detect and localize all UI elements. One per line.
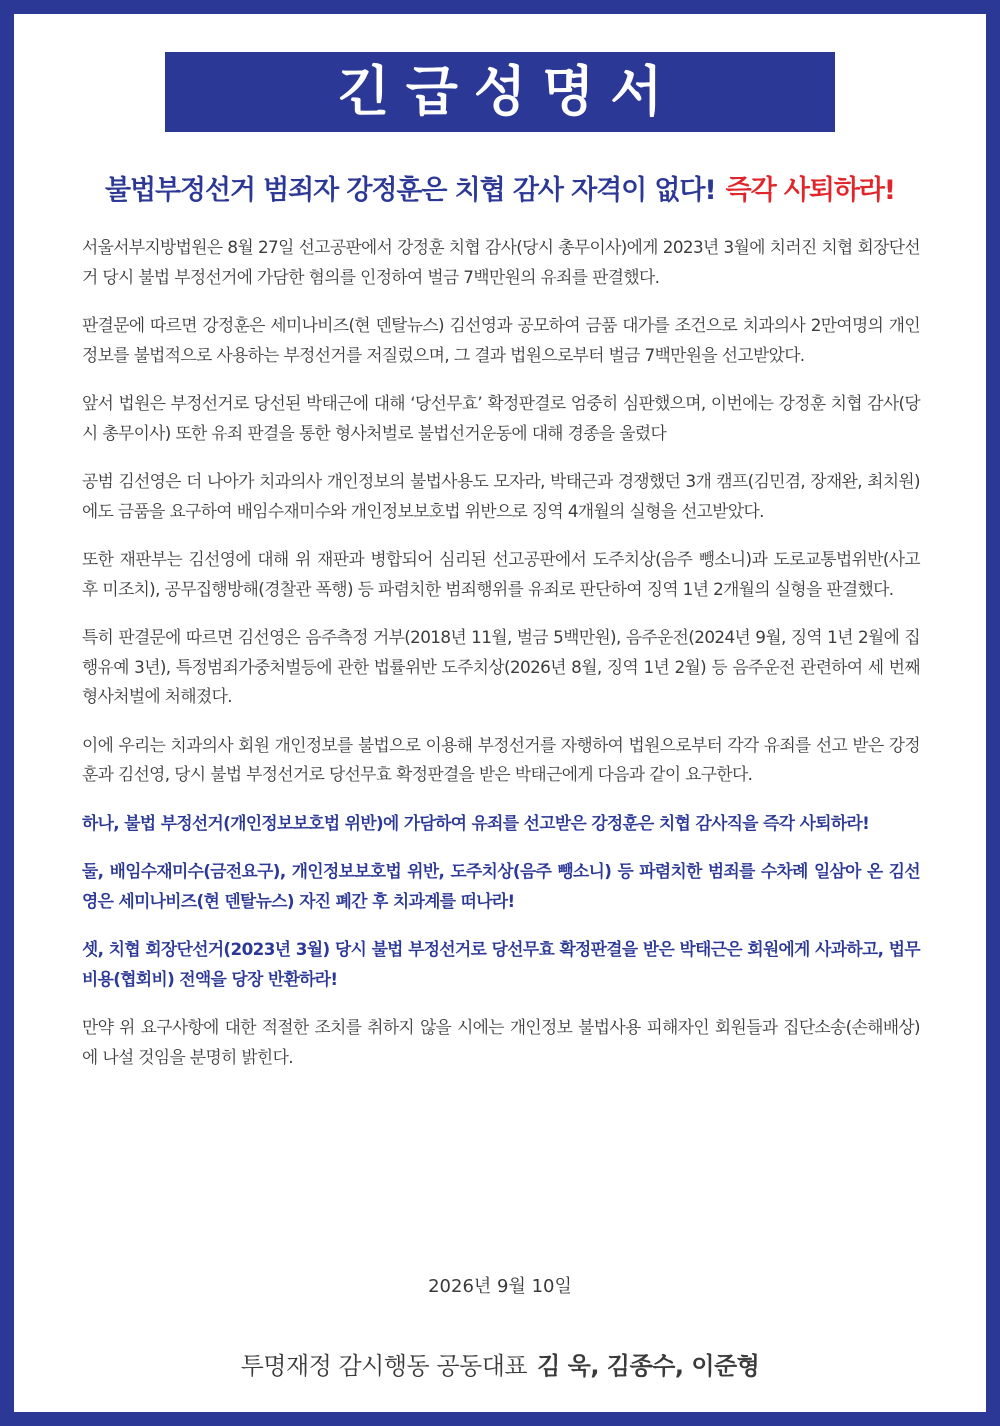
demand-two: 둘, 배임수재미수(금전요구), 개인정보보호법 위반, 도주치상(음주 뺑소니) 등 파렴치한 범죄를 수차례 일삼아 온 김선영은 세미나비즈(현 덴탈뉴스) 자진 폐간 후 치과계를 떠나라! bbox=[82, 861, 920, 911]
closing-paragraph: 만약 위 요구사항에 대한 적절한 조치를 취하지 않을 시에는 개인정보 불법사용 피해자인 회원들과 집단소송(손해배상)에 나설 것임을 분명히 밝힌다. bbox=[82, 1017, 920, 1067]
statement-body bbox=[82, 233, 920, 1091]
paragraph: 앞서 법원은 부정선거로 당선된 박태근에 대해 ‘당선무효’ 확정판결로 엄중히 심판했으며, 이번에는 강정훈 치협 감사(당시 총무이사) 또한 유죄 판결을 통한 형사처벌로 불법선거운동에 대해 경종을 울렸다 bbox=[82, 393, 920, 443]
signature bbox=[0, 1346, 1000, 1381]
subtitle bbox=[0, 168, 1000, 207]
paragraph: 서울서부지방법원은 8월 27일 선고공판에서 강정훈 치협 감사(당시 총무이사)에게 2023년 3월에 치러진 치협 회장단선거 당시 불법 부정선거에 가담한 혐의를 인정하여 벌금 7백만원의 유죄를 판결했다. bbox=[82, 237, 920, 287]
subtitle-emphasis: 즉각 사퇴하라! bbox=[725, 175, 896, 206]
page-title: 긴급성명서 bbox=[337, 60, 679, 123]
paragraph: 또한 재판부는 김선영에 대해 위 재판과 병합되어 심리된 선고공판에서 도주치상(음주 뺑소니)과 도로교통법위반(사고 후 미조치), 공무집행방해(경찰관 폭행) 등 파렴치한 범죄행위를 유죄로 판단하여 징역 1년 2개월의 실형을 판결했다. bbox=[82, 549, 920, 599]
paragraph: 특히 판결문에 따르면 김선영은 음주측정 거부(2018년 11월, 벌금 5백만원), 음주운전(2024년 9월, 징역 1년 2월에 집행유예 3년), 특정범죄가중처벌등에 관한 법률위반 도주치상(2026년 8월, 징역 1년 2월) 등 음주운전 관련하여 세 번째 형사처벌에 처해졌다. bbox=[82, 627, 920, 706]
paragraph: 판결문에 따르면 강정훈은 세미나비즈(현 덴탈뉴스) 김선영과 공모하여 금품 대가를 조건으로 치과의사 2만여명의 개인정보를 불법적으로 사용하는 부정선거를 저질렀으며, 그 결과 법원으로부터 벌금 7백만원을 선고받았다. bbox=[82, 315, 920, 365]
demand-three: 셋, 치협 회장단선거(2023년 3월) 당시 불법 부정선거로 당선무효 확정판결을 받은 박태근은 회원에게 사과하고, 법무비용(협회비) 전액을 당장 반환하라! bbox=[82, 939, 920, 989]
signature-names: 김 욱, 김종수, 이준형 bbox=[537, 1352, 760, 1380]
paragraph: 공범 김선영은 더 나아가 치과의사 개인정보의 불법사용도 모자라, 박태근과 경쟁했던 3개 캠프(김민겸, 장재완, 최치원)에도 금품을 요구하여 배임수재미수와 개인정보보호법 위반으로 징역 4개월의 실형을 선고받았다. bbox=[82, 471, 920, 521]
title-banner bbox=[165, 52, 835, 132]
statement-date: 2026년 9월 10일 bbox=[428, 1276, 572, 1297]
signature-org: 투명재정 감시행동 공동대표 bbox=[240, 1352, 528, 1380]
paragraph: 이에 우리는 치과의사 회원 개인정보를 불법으로 이용해 부정선거를 자행하여 법원으로부터 각각 유죄를 선고 받은 강정훈과 김선영, 당시 불법 부정선거로 당선무효 확정판결을 받은 박태근에게 다음과 같이 요구한다. bbox=[82, 734, 920, 784]
demand-one: 하나, 불법 부정선거(개인정보보호법 위반)에 가담하여 유죄를 선고받은 강정훈은 치협 감사직을 즉각 사퇴하라! bbox=[82, 812, 870, 833]
subtitle-main: 불법부정선거 범죄자 강정훈은 치협 감사 자격이 없다! bbox=[104, 175, 716, 206]
